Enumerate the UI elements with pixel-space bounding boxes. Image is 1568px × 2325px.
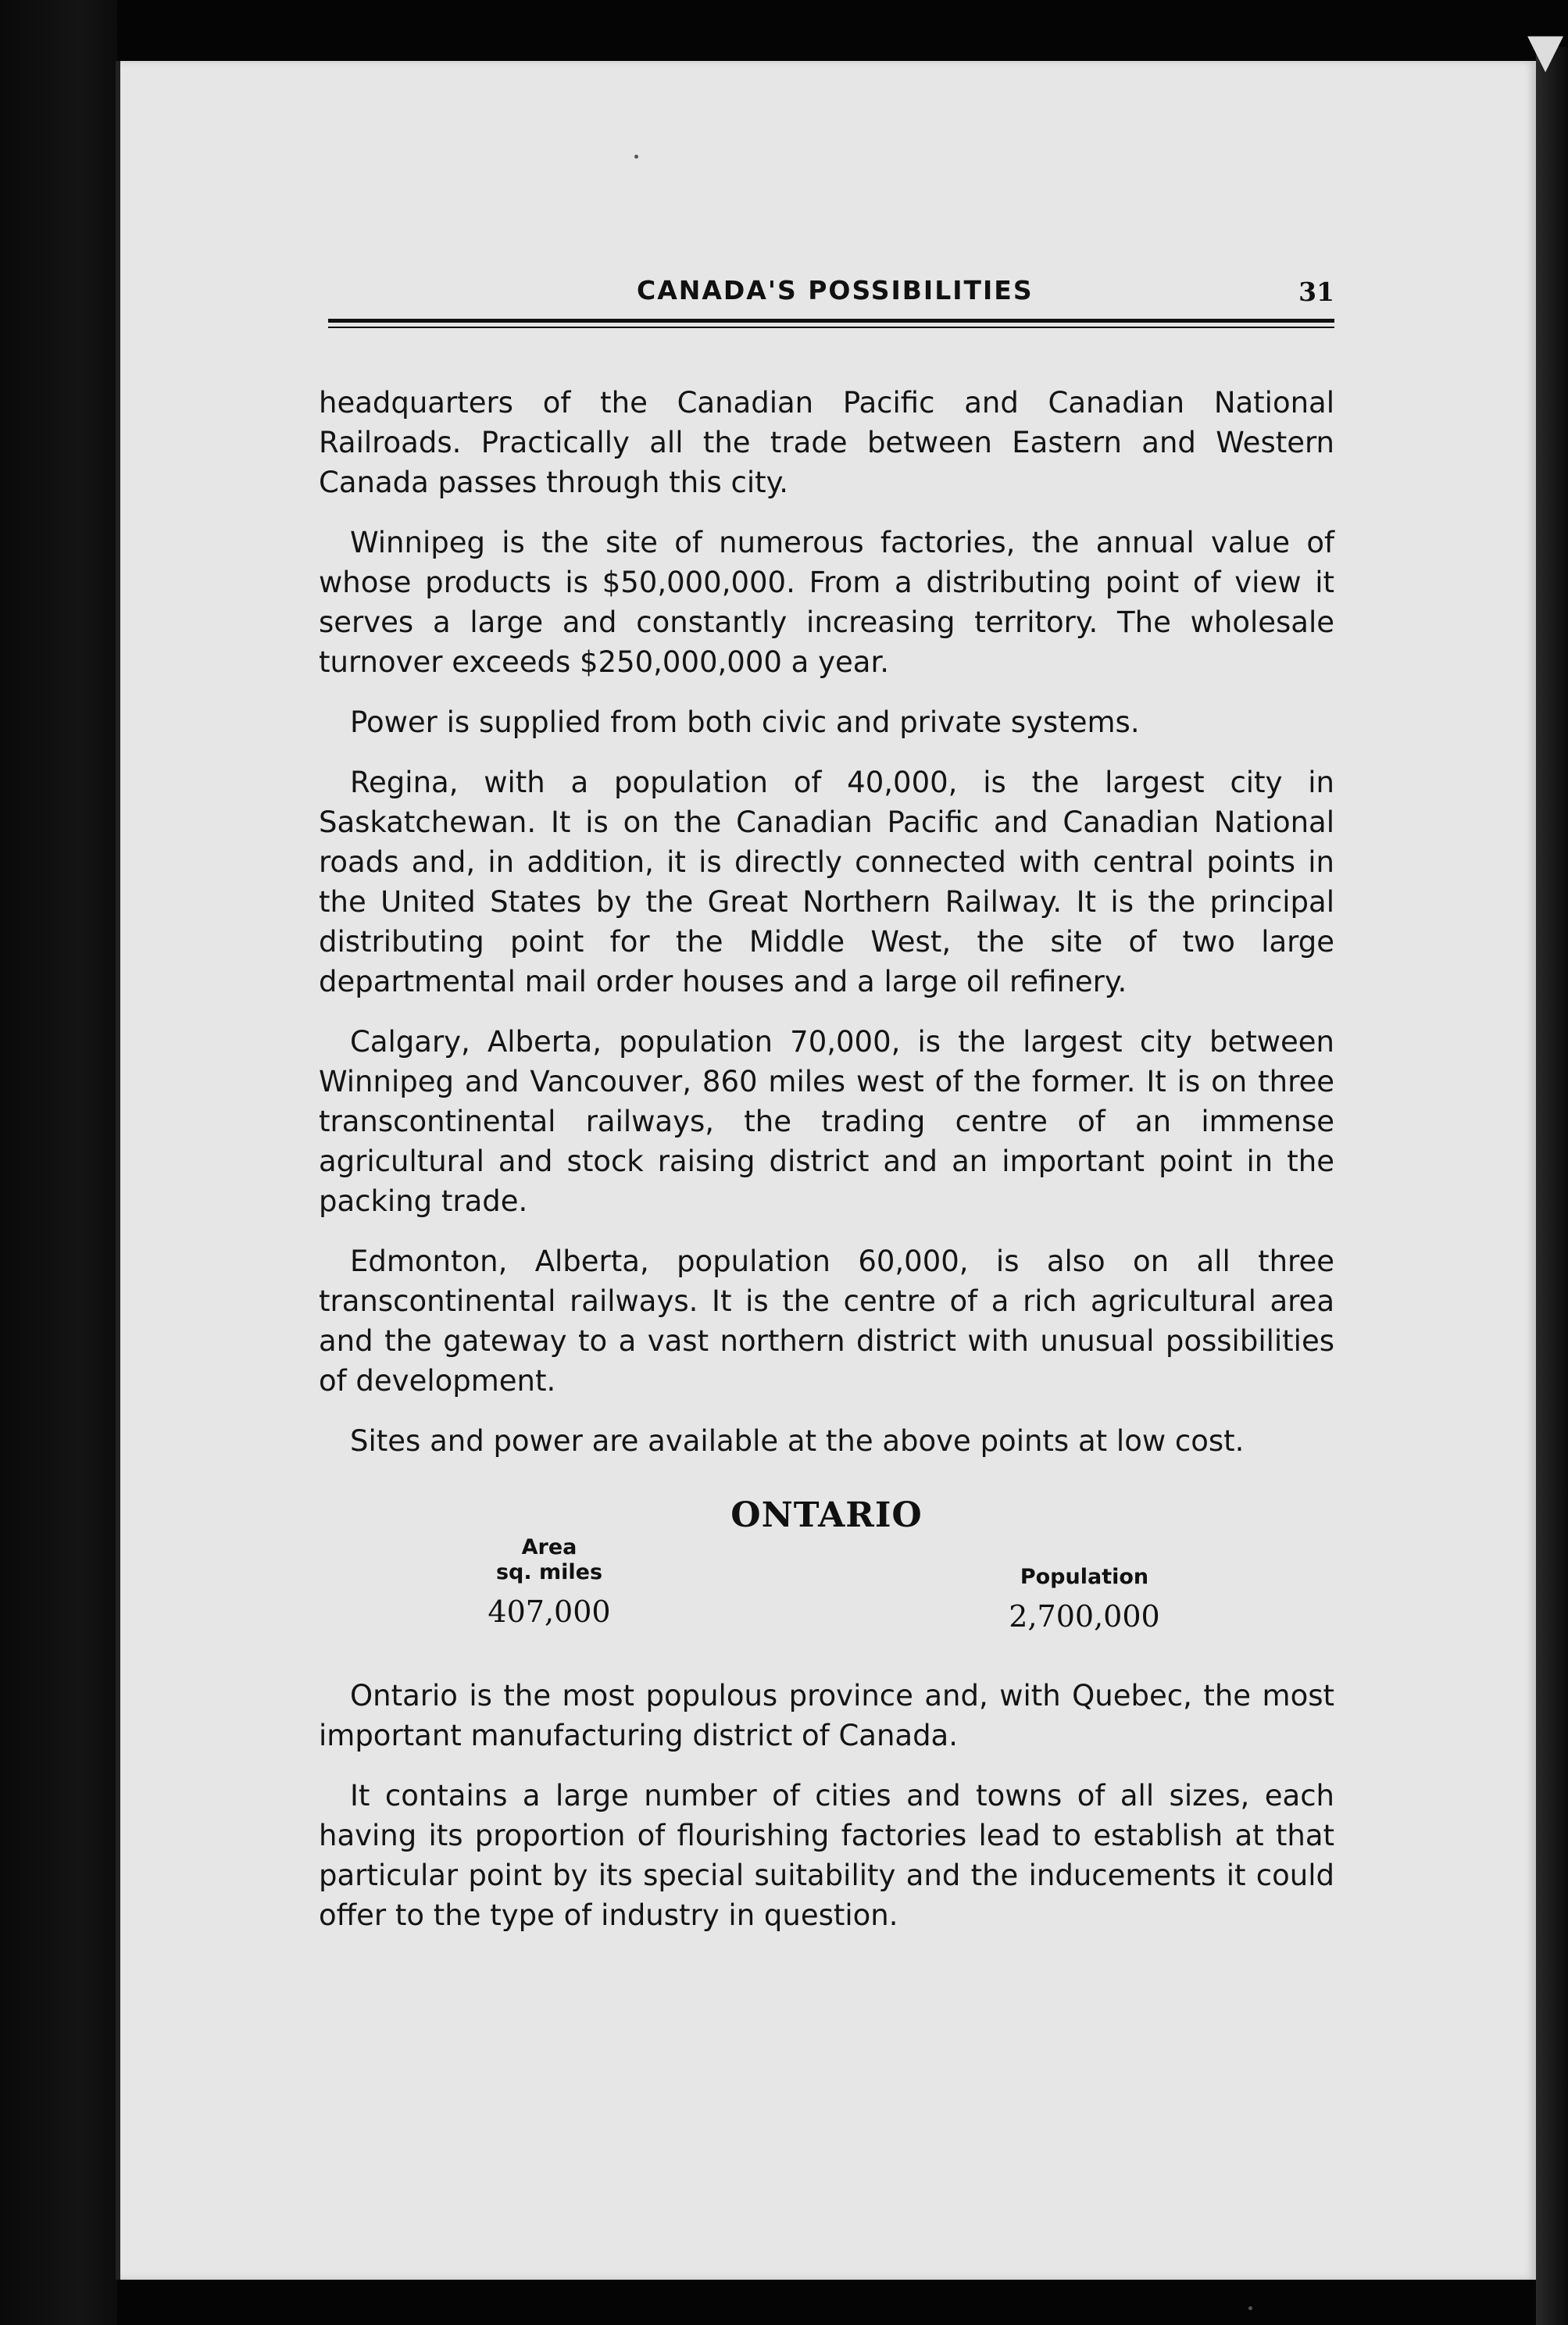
paragraph: Edmonton, Alberta, population 60,000, is also on all three transcontinental railways. It is the centre of a rich agricultural area and the gateway to a vast northern district with unusual possibilities of development. [319, 1245, 1334, 1398]
right-scan-border [1536, 47, 1568, 2325]
province-stats [319, 1535, 1334, 1652]
paragraph: It contains a large number of cities and towns of all sizes, each having its proportion of flourishing factories lead to establish at that particular point by its special suitability and the inducements it could offer to the type of industry in question. [319, 1779, 1334, 1932]
paragraph: Regina, with a population of 40,000, is the largest city in Saskatchewan. It is on the Canadian Pacific and Canadian National roads and, in addition, it is directly connected with central points in the United States by the Great Northern Railway. It is the principal distributing point for the Middle West, the site of two large departmental mail order houses and a large oil refinery. [319, 766, 1334, 998]
paragraph: Sites and power are available at the above points at low cost. [350, 1424, 1245, 1458]
header-rule-thick [328, 319, 1334, 323]
page-left-edge [116, 61, 120, 2280]
speck [1248, 2306, 1252, 2310]
header-rule-thin [328, 327, 1334, 328]
page-header [328, 275, 1334, 314]
speck [634, 155, 638, 159]
page-number: 31 [1298, 277, 1334, 307]
paragraph: Calgary, Alberta, population 70,000, is the largest city between Winnipeg and Vancouver, 860 miles west of the former. It is on three transcontinental railways, the trading centre of an immense agricultural and stock raising district and an important point in the packing trade. [319, 1025, 1334, 1218]
population-value: 2,700,000 [1009, 1599, 1160, 1634]
paragraph: Winnipeg is the site of numerous factories, the annual value of whose products is $50,000,000. From a distributing point of view it serves a large and constantly increasing territory. The wholesale turnover exceeds $250,000,000 a year. [319, 526, 1334, 679]
population-stat [991, 1565, 1178, 1638]
running-title: CANADA'S POSSIBILITIES [637, 275, 1034, 305]
area-value: 407,000 [488, 1595, 611, 1629]
left-binding-edge [0, 0, 117, 2325]
paragraph: Ontario is the most populous province and, with Quebec, the most important manufacturing district of Canada. [319, 1679, 1334, 1752]
area-stat [475, 1535, 623, 1634]
corner-mark-icon: ▼ [1527, 23, 1564, 78]
paragraph: Power is supplied from both civic and private systems. [350, 705, 1140, 739]
section-title: ONTARIO [730, 1495, 923, 1535]
paragraph: headquarters of the Canadian Pacific and Canadian National Railroads. Practically all the trade between Eastern and Western Canada passes through this city. [319, 386, 1334, 499]
body-text [319, 383, 1334, 1955]
area-label: Area [521, 1535, 577, 1559]
area-unit-label: sq. miles [495, 1560, 603, 1584]
population-label: Population [1020, 1565, 1149, 1589]
